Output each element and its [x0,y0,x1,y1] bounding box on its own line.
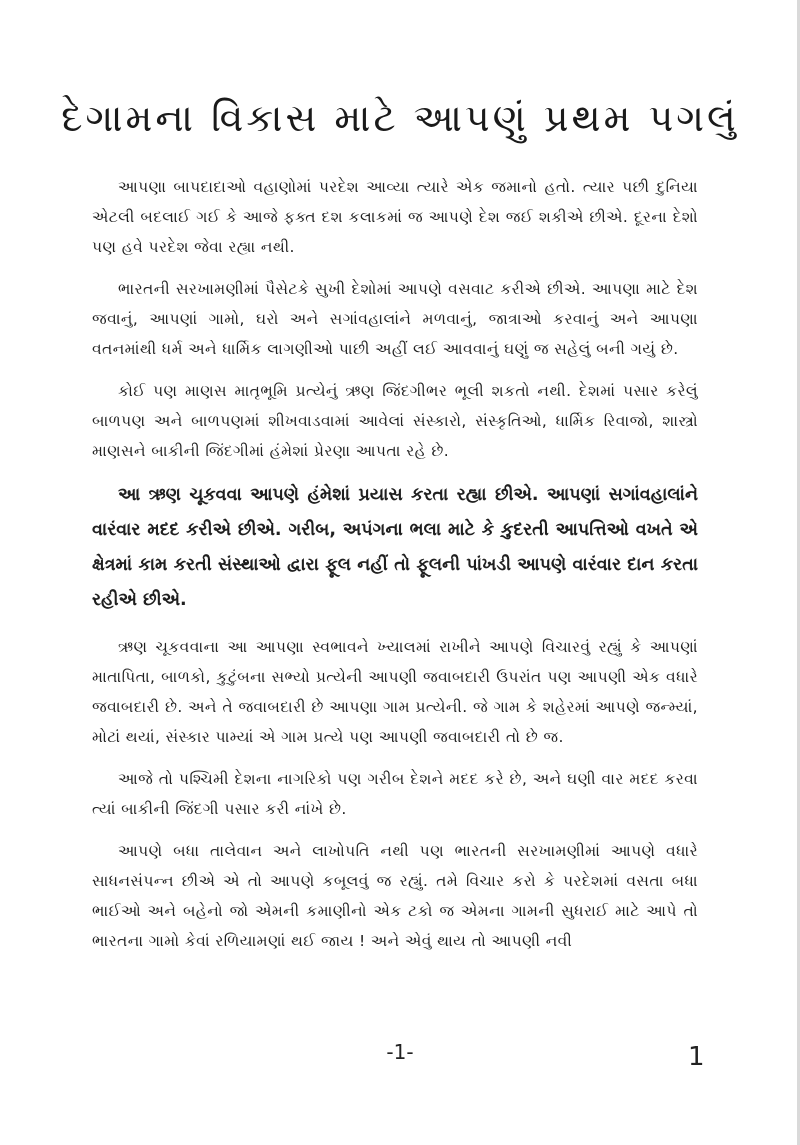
corner-page-mark: 1 [688,1042,705,1072]
paragraph-1: આપણા બાપદાદાઓ વહાણોમાં પરદેશ આવ્યા ત્યારે એક જમાનો હતો. ત્યાર પછી દુનિયા એટલી બદલાઈ ગઈ કે આજે ફક્ત દશ કલાકમાં જ આપણે દેશ જઈ શકીએ છીએ. દૂરના દેશો પણ હવે પરદેશ જેવા રહ્યા નથી. [92,178,698,256]
paragraph-3: કોઈ પણ માણસ માતૃભૂમિ પ્રત્યેનું ઋણ જિંદગીભર ભૂલી શકતો નથી. દેશમાં પસાર કરેલું બાળપણ અને બાળપણમાં શીખવાડવામાં આવેલાં સંસ્કારો, સંસ્કૃતિઓ, ધાર્મિક રિવાજો, શાસ્ત્રો માણસને બાકીની જિંદગીમાં હંમેશાં પ્રેરણા આપતા રહે છે. [92,382,698,460]
paragraph-5: ઋણ ચૂકવવાના આ આપણા સ્વભાવને ખ્યાલમાં રાખીને આપણે વિચારવું રહ્યું કે આપણાં માતાપિતા, બાળકો, કુટુંબના સભ્યો પ્રત્યેની આપણી જવાબદારી ઉપરાંત પણ આપણી એક વધારે જવાબદારી છે. અને તે જવાબદારી છે આપણા ગામ પ્રત્યેની. જે ગામ કે શહેરમાં આપણે જન્મ્યાં, મોટાં થયાં, સંસ્કાર પામ્યાં એ ગામ પ્રત્યે પણ આપણી જવાબદારી તો છે જ. [92,638,698,746]
page-number: -1- [386,1040,414,1064]
paragraph-6: આજે તો પશ્ચિમી દેશના નાગરિકો પણ ગરીબ દેશને મદદ કરે છે, અને ઘણી વાર મદદ કરવા ત્યાં બાકીની જિંદગી પસાર કરી નાંખે છે. [92,770,698,818]
paragraph-4-bold: આ ઋણ ચૂકવવા આપણે હંમેશાં પ્રયાસ કરતા રહ્યા છીએ. આપણાં સગાંવહાલાંને વારંવાર મદદ કરીએ છીએ. ગરીબ, અપંગના ભલા માટે કે કુદરતી આપત્તિઓ વખતે એ ક્ષેત્રમાં કામ કરતી સંસ્થાઓ દ્વારા ફૂલ નહીં તો ફૂલની પાંખડી આપણે વારંવાર દાન કરતા રહીએ છીએ. [92,485,698,610]
body-text [92,172,698,968]
paragraph-2: ભારતની સરખામણીમાં પૈસેટકે સુખી દેશોમાં આપણે વસવાટ કરીએ છીએ. આપણા માટે દેશ જવાનું, આપણાં ગામો, ઘરો અને સગાંવહાલાંને મળવાનું, જાત્રાઓ કરવાનું અને આપણા વતનમાંથી ધર્મ અને ધાર્મિક લાગણીઓ પાછી અહીં લઈ આવવાનું ઘણું જ સહેલું બની ગયું છે. [92,280,698,358]
page-title: દેગામના વિકાસ માટે આપણું પ્રથમ પગલું [61,96,739,140]
paragraph-7: આપણે બધા તાલેવાન અને લાખોપતિ નથી પણ ભારતની સરખામણીમાં આપણે વધારે સાધનસંપન્ન છીએ એ તો આપણે કબૂલવું જ રહ્યું. તમે વિચાર કરો કે પરદેશમાં વસતા બધા ભાઈઓ અને બહેનો જો એમની કમાણીનો એક ટકો જ એમના ગામની સુધરાઈ માટે આપે તો ભારતના ગામો કેવાં રળિયામણાં થઈ જાય ! અને એવું થાય તો આપણી નવી [92,842,698,950]
